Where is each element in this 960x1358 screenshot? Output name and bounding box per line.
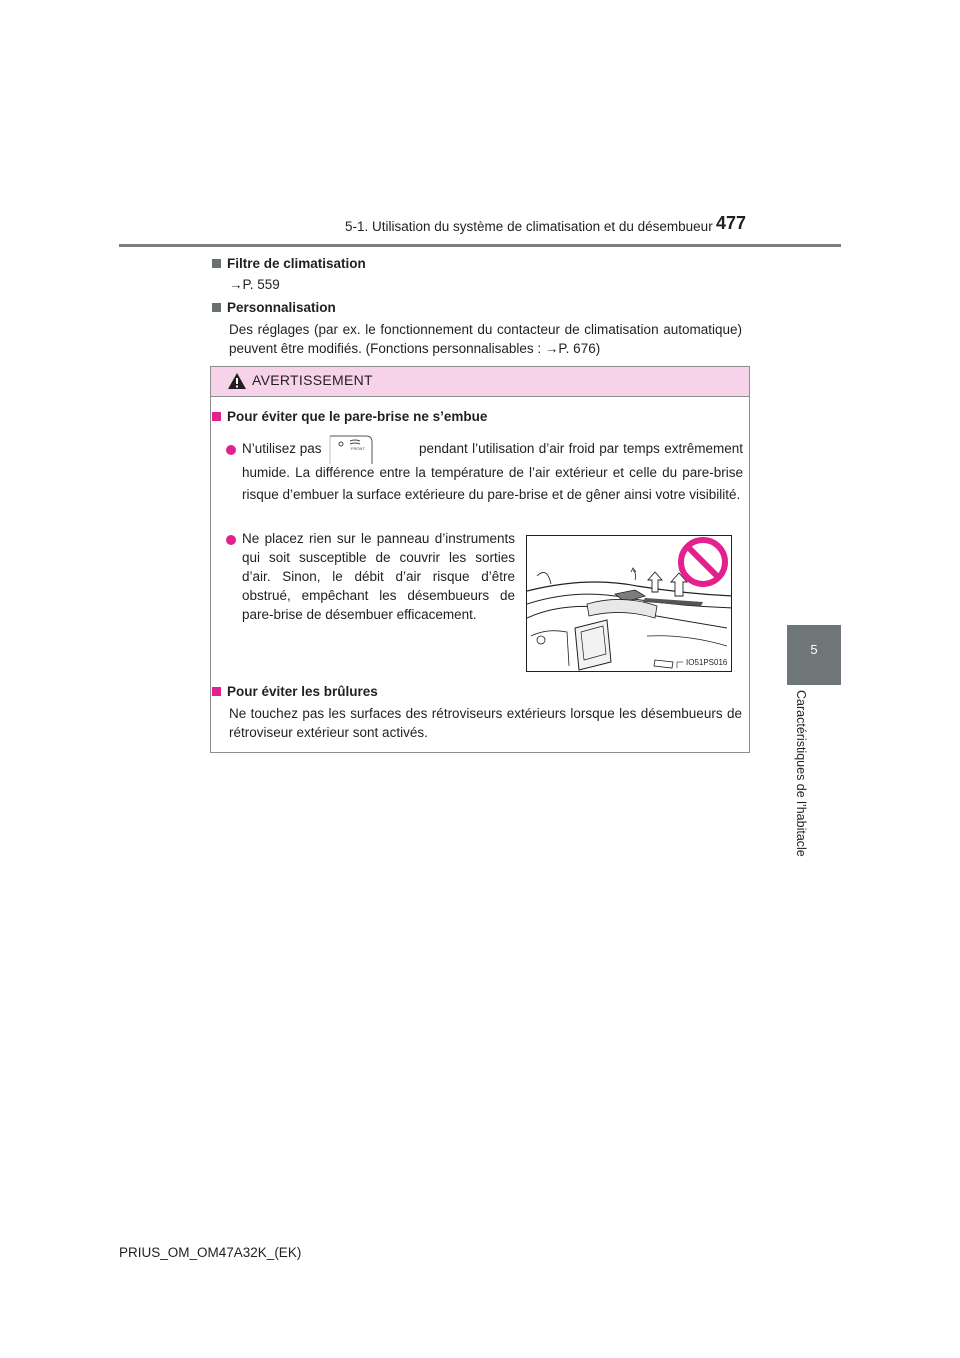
square-bullet-icon bbox=[212, 303, 221, 312]
header-rule bbox=[119, 244, 841, 247]
square-bullet-icon bbox=[212, 687, 221, 696]
bullet1-text-end: pendant l’utilisation d’air froid par temps extrêmement bbox=[419, 441, 743, 456]
footer-document-code: PRIUS_OM_OM47A32K_(EK) bbox=[119, 1245, 302, 1260]
section-heading-text: Personnalisation bbox=[227, 300, 336, 315]
section-heading-personnalisation bbox=[212, 300, 336, 315]
warning-subheading-text: Pour éviter que le pare-brise ne s’embue bbox=[227, 409, 488, 424]
round-bullet-icon bbox=[226, 445, 236, 455]
figure-code: IO51PS016 bbox=[686, 658, 728, 667]
chapter-tab-label: Caractéristiques de l’habitacle bbox=[794, 690, 808, 857]
dashboard-illustration bbox=[526, 535, 732, 672]
chapter-tab-rule bbox=[787, 683, 841, 685]
warning-subheading-brulures bbox=[212, 684, 378, 699]
round-bullet-icon bbox=[226, 535, 236, 545]
section-heading-filtre bbox=[212, 256, 366, 271]
bullet2-text: Ne placez rien sur le panneau d’instruments qui soit susceptible de couvrir les sorties d’air. Sinon, le débit d’air risque d’être obstrué, empêchant les désembueurs de pare-brise de désembuer efficacement. bbox=[242, 531, 515, 622]
dashboard-drawing bbox=[527, 536, 732, 672]
brulures-text: Ne touchez pas les surfaces des rétroviseurs extérieurs lorsque les désembueurs de rétroviseur extérieur sont activés. bbox=[229, 706, 742, 740]
warning-triangle-icon bbox=[227, 372, 247, 390]
bullet1-text-start: N’utilisez pas bbox=[242, 441, 322, 456]
front-defroster-button-icon bbox=[328, 435, 374, 465]
warning-title: AVERTISSEMENT bbox=[252, 372, 373, 388]
chapter-tab-number: 5 bbox=[810, 642, 818, 657]
section-heading-text: Filtre de climatisation bbox=[227, 256, 366, 271]
warning-subheading-text: Pour éviter les brûlures bbox=[227, 684, 378, 699]
warning-subheading-buee bbox=[212, 409, 487, 424]
square-bullet-icon bbox=[212, 259, 221, 268]
svg-text:FRONT: FRONT bbox=[351, 446, 365, 451]
personnalisation-text: Des réglages (par ex. le fonctionnement du contacteur de climatisation automatique) peuvent être modifiés. (Fonctions personnalisables : →P. 676) bbox=[229, 322, 742, 356]
bullet1-text-rest: humide. La différence entre la température de l’air extérieur et celle du pare-brise risque d’embuer la surface extérieure du pare-brise et de gêner ainsi votre visibilité. bbox=[242, 465, 743, 502]
page-number: 477 bbox=[716, 213, 747, 233]
header-section-title: 5-1. Utilisation du système de climatisation et du désembueur bbox=[345, 219, 713, 234]
square-bullet-icon bbox=[212, 412, 221, 421]
page-reference-link[interactable]: →P. 559 bbox=[229, 277, 280, 292]
